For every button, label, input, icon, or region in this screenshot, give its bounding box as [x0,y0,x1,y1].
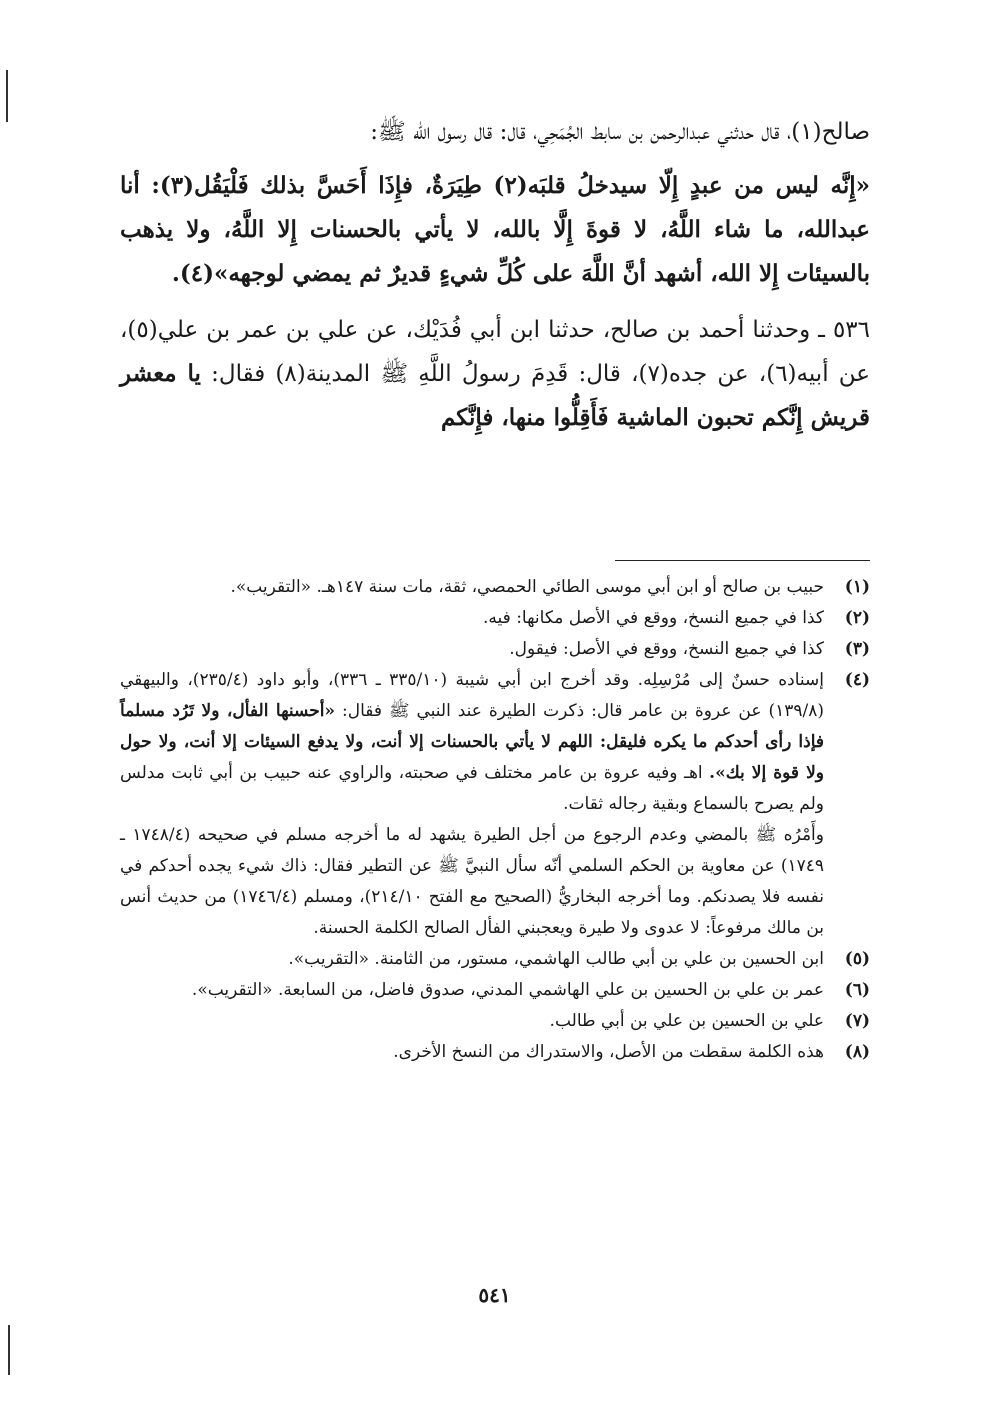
footnote-8 [120,1037,870,1068]
footnotes-block [120,572,870,1068]
footnote-4 [120,665,870,944]
footnote-number: (٨) [844,1042,870,1062]
footnote-text: كذا في جميع النسخ، ووقع في الأصل مكانها: فيه. [483,608,824,628]
footnote-number: (٤) [844,670,870,690]
page-number: ٥٤١ [478,1283,511,1307]
hadith-quote: «إِنَّه ليس من عبدٍ إِلّا سيدخلُ قلبَه(٢) طِيَرَةٌ، فإِذَا أَحَسَّ بذلك فَلْيَقُل(٣): أنا عبدالله، ما شاء اللَّهُ، لا قوةَ إِلَّا بالله، لا يأتي بالحسنات إِلا اللَّهُ، ولا يذهب بالسيئات إِلا الله، أشهد أنَّ اللَّهَ على كُلِّ شيءٍ قديرٌ ثم يمضي لوجهه»(٤). [120,172,870,287]
footnote-4-grading: اهـ وفيه عروة بن عامر مختلف في صحبته، والراوي عنه حبيب بن أبي ثابت مدلس ولم يصرح بالسماع وبقية رجاله ثقات. [120,763,824,814]
footnote-text: ابن الحسين بن علي بن أبي طالب الهاشمي، مستور، من الثامنة. «التقريب». [288,949,824,969]
footnote-1 [120,572,870,603]
footnote-7 [120,1006,870,1037]
footnote-5 [120,944,870,975]
footnote-text [120,665,824,820]
footnote-number: (٢) [844,608,870,628]
footnote-2 [120,603,870,634]
footnote-separator [615,560,870,561]
scan-edge-mark-top [6,70,8,122]
footnote-number: (٧) [844,1011,870,1031]
footnote-4-witness: وأَمْرُه ﷺ بالمضي وعدم الرجوع من أجل الطيرة يشهد له ما أخرجه مسلم في صحيحه (١٧٤٨/٤ ـ ١٧٤٩) عن معاوية بن الحكم السلمي أنّه سأل النبيَّ ﷺ عن التطير فقال: ذاك شيء يجده أحدكم في نفسه فلا يصدنكم. وما أخرجه البخاريُّ (الصحيح مع الفتح ٢١٤/١٠)، ومسلم (١٧٤٦/٤) من حديث أنس بن مالك مرفوعاً: لا عدوى ولا طيرة ويعجبني الفأل الصالح الكلمة الحسنة. [120,825,825,938]
footnote-number: (١) [844,577,870,597]
footnote-text: كذا في جميع النسخ، ووقع في الأصل: فيقول. [509,639,824,659]
footnote-4-sources: إسناده حسنٌ إلى مُرْسِلِه. وقد أخرج ابن أبي شيبة (٣٣٥/١٠ ـ ٣٣٦)، وأبو داود (٢٣٥/٤)، والبيهقي (١٣٩/٨) عن عروة بن عامر قال: ذكرت الطيرة عند النبي ﷺ فقال: [120,670,825,721]
footnote-text: حبيب بن صالح أو ابن أبي موسى الطائي الحمصي، ثقة، مات سنة ١٤٧هـ. «التقريب». [230,577,824,597]
narration-536-matn: يا معشر قريش إِنَّكم تحبون الماشية فَأَقِلُّوا منها، فإِنَّكم [120,360,870,431]
footnote-text: عمر بن علي بن الحسين بن علي الهاشمي المدني، صدوق فاضل، من السابعة. «التقريب». [191,980,824,1000]
main-text-block [120,110,870,440]
footnote-number: (٦) [844,980,870,1000]
footnote-number: (٥) [844,949,870,969]
footnote-text: هذه الكلمة سقطت من الأصل، والاستدراك من النسخ الأخرى. [393,1042,824,1062]
opening-paragraph: صالح(١)، قال حدثني عبدالرحمن بن سابط الجُمَحِي، قال: قال رسول الله ﷺ: [370,119,870,145]
footnote-number: (٣) [844,639,870,659]
scan-edge-mark-bottom [8,1325,10,1375]
footnote-6 [120,975,870,1006]
footnote-text: علي بن الحسين بن علي بن أبي طالب. [549,1011,824,1031]
footnote-3 [120,634,870,665]
narration-536 [120,308,870,440]
footnote-4-quoted-hadith: «أحسنها الفأل، ولا تَرُد مسلماً فإذا رأى أحدكم ما يكره فليقل: اللهم لا يأتي بالحسنات إلا أنت، ولا يدفع السيئات إلا أنت، ولا حول ولا قوة إلا بك». [120,701,824,783]
narration-536-isnad: ٥٣٦ ـ وحدثنا أحمد بن صالح، حدثنا ابن أبي فُدَيْك، عن علي بن عمر بن علي(٥)، عن أبيه(٦)، عن جده(٧)، قال: قَدِمَ رسولُ اللَّهِ ﷺ المدينة(٨) فقال: [120,317,870,387]
